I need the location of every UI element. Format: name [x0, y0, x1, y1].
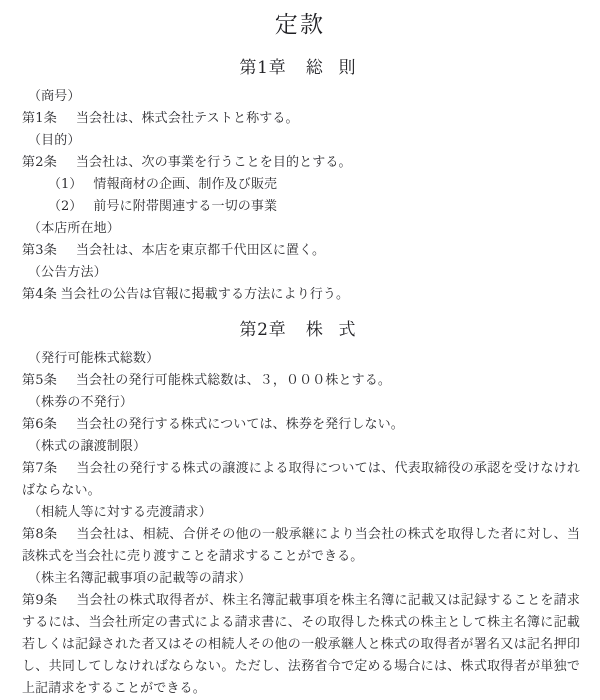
article-paragraph — [22, 524, 580, 568]
sub-item-text: 情報商材の企画、制作及び販売 — [93, 176, 278, 192]
document-page — [0, 12, 600, 697]
article-text: 当会社の発行する株式については、株券を発行しない。 — [75, 417, 404, 433]
chapter-heading-1 — [0, 58, 600, 78]
sub-item-number: （2） — [48, 198, 83, 214]
article-caption: （商号） — [28, 88, 81, 104]
article-text: 当会社の株式取得者が、株主名簿記載事項を株主名簿に記載又は記録することを請求するには、当会社所定の書式による請求書に、その取得した株式の株主として株主名簿に記載若しくは記録された者又はその相続人その他の一般承継人と株式の取得者が署名又は記名押印し、共同してしなければならない。ただし、法務省令で定める場合には、株式取得者が単独で上記請求をすることができる。 — [22, 593, 580, 697]
article-caption: （相続人等に対する売渡請求） — [28, 505, 212, 521]
page-title: 定款 — [274, 12, 326, 38]
article-number: 第1条 — [22, 110, 58, 126]
article-number: 第6条 — [22, 417, 58, 433]
article-text: 当会社は、株式会社テストと称する。 — [75, 110, 299, 126]
article-number: 第8条 — [22, 527, 58, 543]
article-paragraph — [22, 414, 580, 436]
article-caption: （株主名簿記載事項の記載等の請求） — [28, 571, 252, 587]
article-number: 第4条 — [22, 286, 58, 302]
article-paragraph — [22, 458, 580, 502]
article-caption: （株式の譲渡制限） — [28, 439, 147, 455]
chapter-name: 総 則 — [305, 58, 361, 79]
article-paragraph — [22, 370, 580, 392]
article-text: 当会社は、次の事業を行うことを目的とする。 — [75, 154, 352, 170]
article-caption: （公告方法） — [28, 264, 107, 280]
chapter-label: 第2章 — [239, 319, 287, 340]
article-sub-item — [22, 196, 580, 218]
article-number: 第7条 — [22, 461, 58, 477]
article-caption: （株券の不発行） — [28, 395, 134, 411]
article-number: 第5条 — [22, 373, 58, 389]
chapters-container — [0, 58, 600, 700]
article-caption: （目的） — [28, 132, 81, 148]
article-text: 当会社の公告は官報に掲載する方法により行う。 — [60, 286, 350, 302]
article-number: 第9条 — [22, 593, 58, 609]
article-text: 当会社の発行する株式の譲渡による取得については、代表取締役の承認を受けなければならない。 — [22, 461, 580, 499]
article-sub-item — [22, 174, 580, 196]
article-paragraph — [22, 152, 580, 174]
sub-item-text: 前号に附帯関連する一切の事業 — [93, 198, 278, 214]
chapter-body-2 — [0, 348, 600, 700]
article-number: 第3条 — [22, 242, 58, 258]
article-paragraph — [22, 108, 580, 130]
article-paragraph — [22, 590, 580, 700]
article-paragraph — [22, 284, 580, 306]
chapter-body-1 — [0, 86, 600, 306]
article-paragraph — [22, 240, 580, 262]
article-text: 当会社の発行可能株式総数は、３，０００株とする。 — [75, 373, 392, 389]
chapter-label: 第1章 — [239, 58, 287, 79]
chapter-name: 株 式 — [305, 319, 361, 340]
article-text: 当会社は、相続、合併その他の一般承継により当会社の株式を取得した者に対し、当該株式を当会社に売り渡すことを請求することができる。 — [22, 527, 580, 565]
article-caption: （本店所在地） — [28, 220, 120, 236]
article-caption: （発行可能株式総数） — [28, 351, 160, 367]
chapter-heading-2 — [0, 320, 600, 340]
article-number: 第2条 — [22, 154, 58, 170]
article-text: 当会社は、本店を東京都千代田区に置く。 — [75, 242, 326, 258]
sub-item-number: （1） — [48, 176, 83, 192]
